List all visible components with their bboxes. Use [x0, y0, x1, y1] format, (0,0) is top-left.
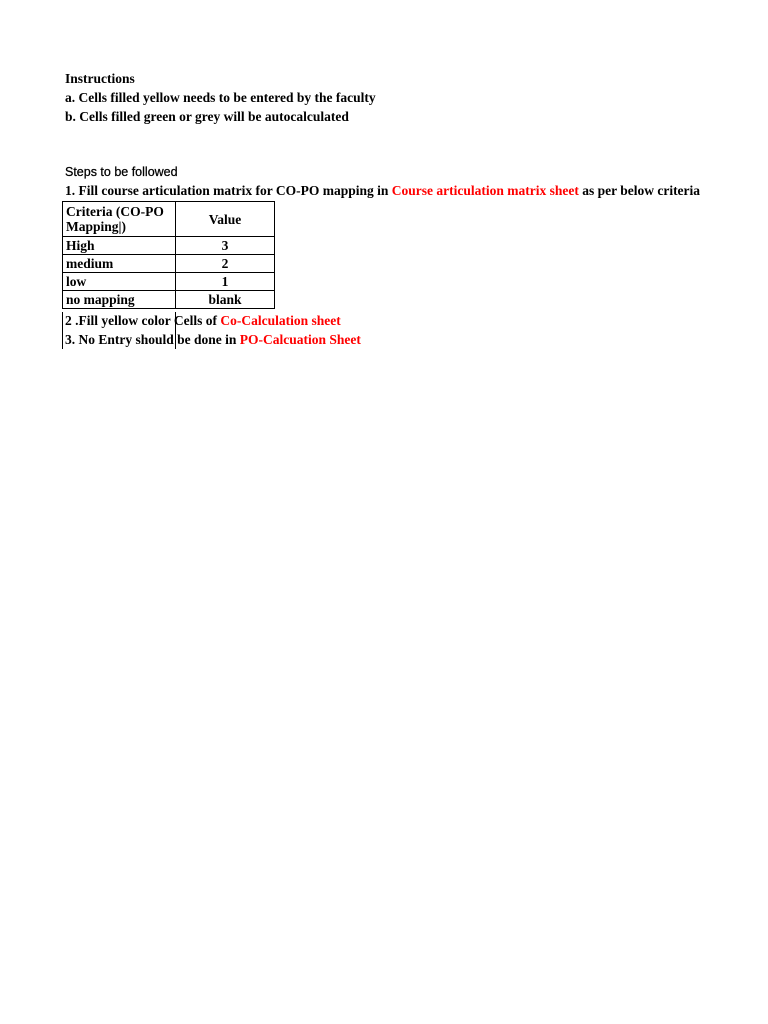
po-calculation-sheet-ref: PO-Calcuation Sheet	[239, 332, 361, 347]
value-cell: 2	[176, 255, 275, 273]
criteria-cell: no mapping	[63, 291, 176, 309]
criteria-header: Criteria (CO-PO Mapping|)	[63, 202, 176, 237]
value-cell: 3	[176, 237, 275, 255]
table-row	[63, 255, 275, 273]
value-cell: blank	[176, 291, 275, 309]
co-calculation-sheet-ref: Co-Calculation sheet	[220, 313, 341, 328]
instruction-line-a: a. Cells filled yellow needs to be entered by the faculty	[65, 90, 376, 105]
criteria-table	[62, 201, 275, 309]
criteria-table-header	[63, 202, 275, 237]
course-articulation-matrix-sheet-ref: Course articulation matrix sheet	[391, 183, 579, 198]
step-2	[65, 313, 341, 329]
column-border-left	[62, 312, 63, 349]
step-2-prefix: 2 .Fill yellow color Cells of	[65, 313, 221, 328]
criteria-cell: medium	[63, 255, 176, 273]
step-1-prefix: 1. Fill course articulation matrix for CO-PO mapping in	[65, 183, 392, 198]
step-1-suffix: as per below criteria	[578, 183, 701, 198]
criteria-cell: High	[63, 237, 176, 255]
step-3	[65, 332, 361, 348]
table-row	[63, 291, 275, 309]
step-1	[65, 183, 703, 199]
steps-heading: Steps to be followed	[65, 165, 178, 179]
value-header: Value	[176, 202, 275, 237]
step-3-prefix: 3. No Entry should be done in	[65, 332, 240, 347]
table-row	[63, 237, 275, 255]
instructions-heading: Instructions	[65, 71, 135, 86]
table-row	[63, 273, 275, 291]
value-cell: 1	[176, 273, 275, 291]
instruction-line-b: b. Cells filled green or grey will be autocalculated	[65, 109, 349, 124]
criteria-cell: low	[63, 273, 176, 291]
